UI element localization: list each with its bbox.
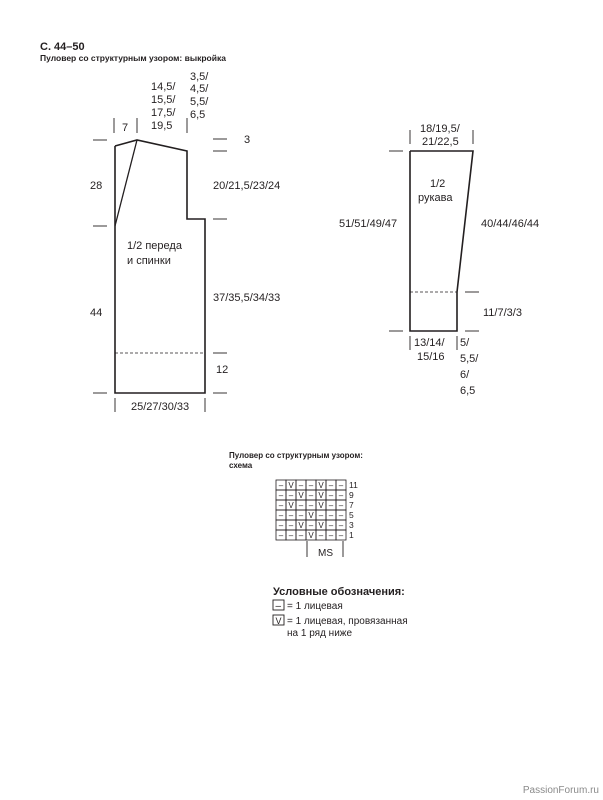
knit-below-symbol: V	[275, 616, 282, 626]
knit-below-symbol: V	[298, 491, 304, 500]
raglan-line	[115, 140, 137, 226]
sleeve-label: 1/2	[430, 178, 446, 190]
stitch-chart	[276, 480, 358, 540]
knit-below-symbol: V	[288, 501, 294, 510]
sleeve-top-width-line: 21/22,5	[422, 136, 459, 148]
page-reference: С. 44–50	[40, 41, 85, 53]
knit-below-symbol: V	[318, 521, 324, 530]
knit-symbol: –	[278, 491, 284, 500]
knit-symbol: –	[275, 601, 282, 612]
knit-below-symbol: V	[318, 481, 324, 490]
row-number: 9	[349, 490, 354, 500]
knit-symbol: –	[338, 491, 344, 500]
knit-symbol: –	[338, 501, 344, 510]
shoulder-width-line: 15,5/	[151, 94, 176, 106]
knit-symbol: –	[298, 531, 304, 540]
sleeve-top-width-line: 18/19,5/	[420, 123, 460, 135]
neck-drop-line: 5,5/	[190, 96, 209, 108]
legend-text: = 1 лицевая, провязанная	[287, 616, 408, 627]
knit-symbol: –	[338, 531, 344, 540]
neck-drop-line: 6,5	[190, 109, 206, 121]
sleeve-length-right-label: 40/44/46/44	[481, 218, 540, 230]
row-number: 1	[349, 530, 354, 540]
chart-title: Пуловер со структурным узором:	[229, 451, 363, 460]
knit-symbol: –	[308, 491, 314, 500]
legend-title: Условные обозначения:	[273, 586, 405, 598]
knit-symbol: –	[338, 481, 344, 490]
knit-symbol: –	[328, 501, 334, 510]
widening-line: 5/	[460, 337, 470, 349]
knit-symbol: –	[318, 531, 324, 540]
legend-item-knit-below	[273, 615, 408, 639]
dimension-ticks	[389, 130, 479, 350]
knit-symbol: –	[288, 521, 294, 530]
knit-symbol: –	[278, 531, 284, 540]
knit-symbol: –	[278, 501, 284, 510]
body-height-label: 44	[90, 307, 103, 319]
knit-below-symbol: V	[298, 521, 304, 530]
shoulder-drop-label: 3	[244, 134, 251, 146]
watermark: PassionForum.ru	[522, 785, 599, 796]
knit-symbol: –	[328, 521, 334, 530]
knit-symbol: –	[278, 521, 284, 530]
legend-text: = 1 лицевая	[287, 601, 343, 612]
sleeve-bottom-width-line: 15/16	[417, 351, 445, 363]
neck-drop-line: 4,5/	[190, 83, 209, 95]
front-piece-label: и спинки	[127, 255, 171, 267]
legend-text: на 1 ряд ниже	[287, 628, 353, 639]
knit-below-symbol: V	[318, 501, 324, 510]
rib-height-label: 12	[216, 364, 229, 376]
knit-below-symbol: V	[308, 531, 314, 540]
knit-symbol: –	[338, 521, 344, 530]
sleeve-piece	[389, 130, 479, 350]
repeat-label: MS	[318, 548, 333, 559]
row-number: 5	[349, 510, 354, 520]
knit-symbol: –	[288, 531, 294, 540]
shoulder-width-line: 14,5/	[151, 81, 176, 93]
knit-symbol: –	[288, 511, 294, 520]
knit-below-symbol: V	[288, 481, 294, 490]
knit-symbol: –	[278, 511, 284, 520]
widening-line: 6/	[460, 369, 470, 381]
knit-symbol: –	[298, 481, 304, 490]
pattern-title: Пуловер со структурным узором: выкройка	[40, 53, 226, 63]
row-number: 3	[349, 520, 354, 530]
sleeve-bottom-width-line: 13/14/	[414, 337, 445, 349]
neck-width-label: 7	[122, 122, 129, 134]
knit-symbol: –	[318, 511, 324, 520]
knit-symbol: –	[278, 481, 284, 490]
shoulder-width-line: 19,5	[151, 120, 173, 132]
neck-drop-line: 3,5/	[190, 71, 209, 83]
side-height-label: 37/35,5/34/33	[213, 292, 281, 304]
knit-symbol: –	[308, 481, 314, 490]
legend-item-knit	[273, 600, 343, 612]
knit-symbol: –	[328, 531, 334, 540]
knit-symbol: –	[308, 501, 314, 510]
sleeve-length-left-label: 51/51/49/47	[339, 218, 398, 230]
sleeve-label: рукава	[418, 192, 453, 204]
knit-symbol: –	[328, 491, 334, 500]
bottom-width-label: 25/27/30/33	[131, 401, 190, 413]
shoulder-width-line: 17,5/	[151, 107, 176, 119]
knit-symbol: –	[338, 511, 344, 520]
armhole-height-label: 20/21,5/23/24	[213, 180, 281, 192]
knit-below-symbol: V	[318, 491, 324, 500]
chart-title: схема	[229, 461, 253, 470]
knit-symbol: –	[308, 521, 314, 530]
knit-symbol: –	[288, 491, 294, 500]
widening-line: 5,5/	[460, 353, 479, 365]
knit-below-symbol: V	[308, 511, 314, 520]
front-piece-label: 1/2 переда	[127, 240, 182, 252]
knit-symbol: –	[298, 501, 304, 510]
knit-symbol: –	[298, 511, 304, 520]
row-number: 7	[349, 500, 354, 510]
raglan-height-label: 28	[90, 180, 103, 192]
cuff-height-label: 11/7/3/3	[483, 307, 522, 319]
knit-symbol: –	[328, 481, 334, 490]
knit-symbol: –	[328, 511, 334, 520]
row-number: 11	[349, 480, 358, 490]
widening-line: 6,5	[460, 385, 476, 397]
